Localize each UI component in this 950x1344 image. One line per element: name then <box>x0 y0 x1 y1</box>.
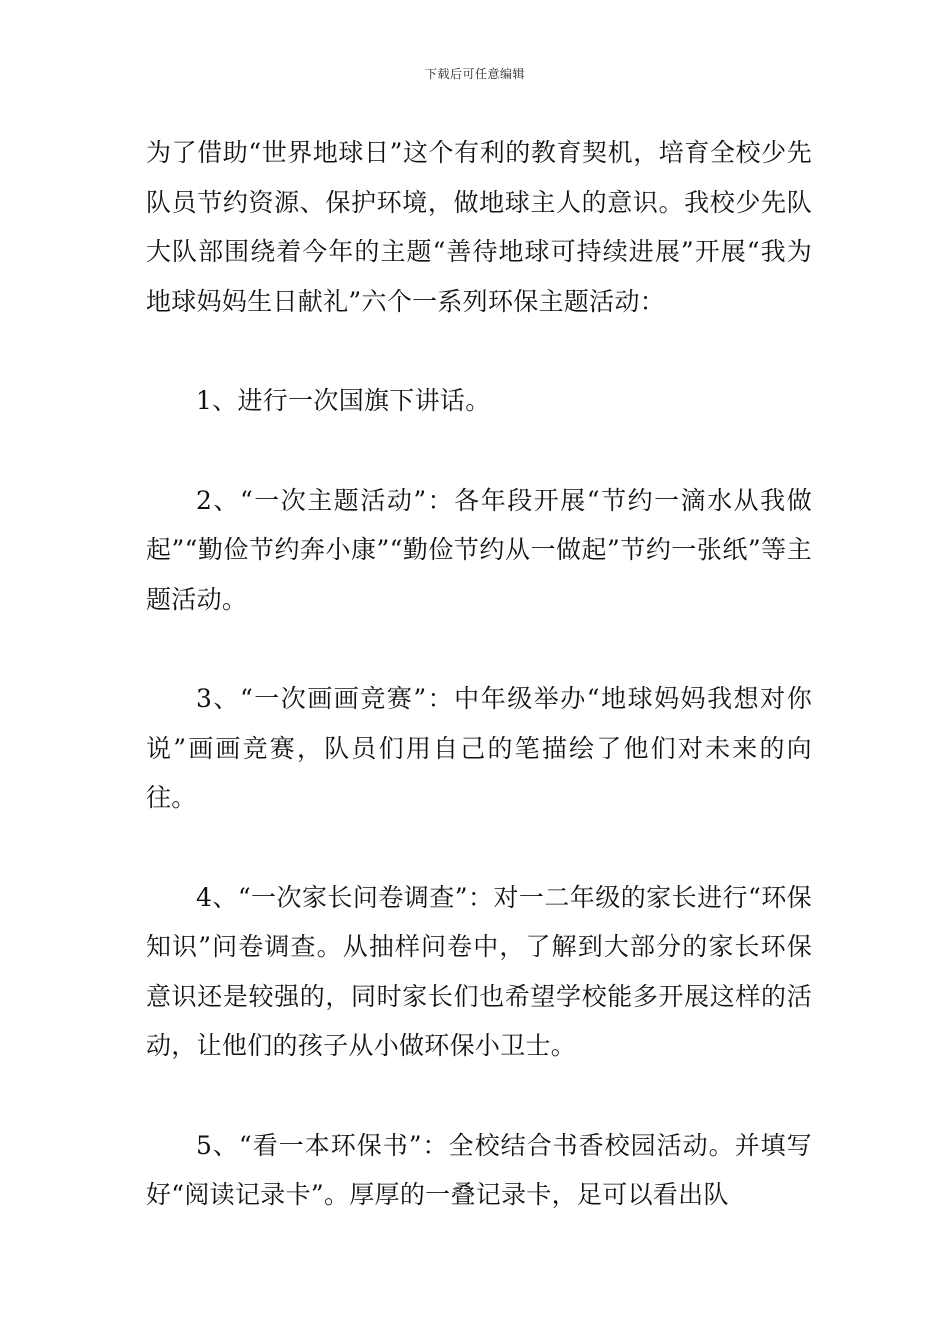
activity-item-1: 1、进行一次国旗下讲话。 <box>196 386 491 415</box>
activity-item-3: 3、“一次画画竞赛”：中年级举办“地球妈妈我想对你说”画画竞赛，队员们用自己的笔描绘了他们对未来的向往。 <box>146 684 812 812</box>
intro-paragraph: 为了借助“世界地球日”这个有利的教育契机，培育全校少先队员节约资源、保护环境，做地球主人的意识。我校少先队大队部围绕着今年的主题“善待地球可持续进展”开展“我为地球妈妈生日献礼”六个一系列环保主题活动： <box>146 138 812 316</box>
header-note: 下载后可任意编辑 <box>424 67 525 81</box>
activity-item-5: 5、“看一本环保书”：全校结合书香校园活动。并填写好“阅读记录卡”。厚厚的一叠记录卡，足可以看出队 <box>146 1130 812 1209</box>
activity-item-2: 2、“一次主题活动”：各年段开展“节约一滴水从我做起”“勤俭节约奔小康”“勤俭节约从一做起”节约一张纸”等主题活动。 <box>146 485 812 614</box>
activity-item-4: 4、“一次家长问卷调查”：对一二年级的家长进行“环保知识”问卷调查。从抽样问卷中，了解到大部分的家长环保意识还是较强的，同时家长们也希望学校能多开展这样的活动，让他们的孩子从小做环保小卫士。 <box>146 882 812 1060</box>
document-body <box>146 128 812 1220</box>
